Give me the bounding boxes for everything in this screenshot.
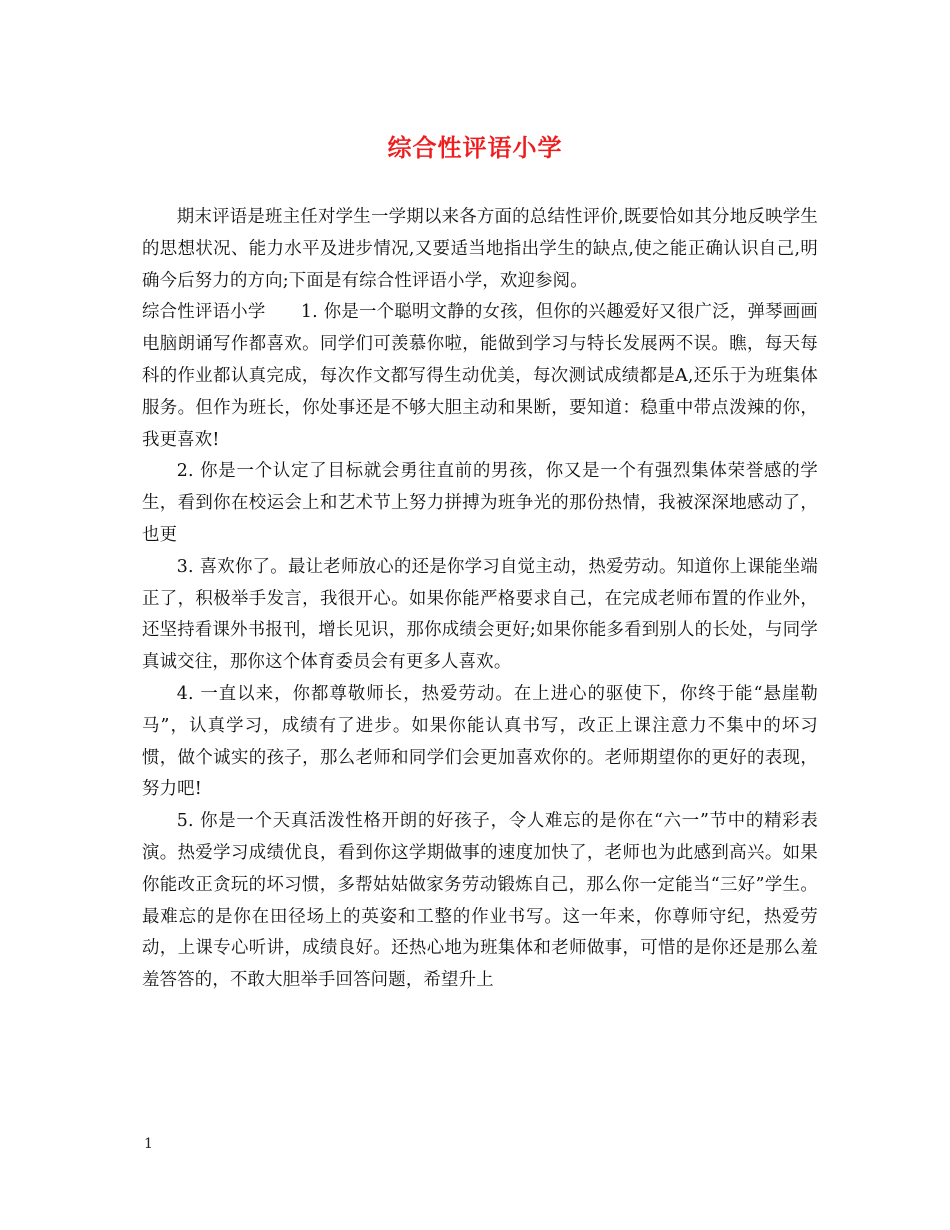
paragraph-comment-2: 2. 你是一个认定了目标就会勇往直前的男孩，你又是一个有强烈集体荣誉感的学生，看到你在校运会上和艺术节上努力拼搏为班争光的那份热情，我被深深地感动了，也更 [142,461,818,545]
paragraph-intro: 期末评语是班主任对学生一学期以来各方面的总结性评价,既要恰如其分地反映学生的思想状况、能力水平及进步情况,又要适当地指出学生的缺点,使之能正确认识自己,明确今后努力的方向;下面是有综合性评语小学，欢迎参阅。 [142,207,818,291]
document-body [142,202,818,997]
paragraph-comment-5: 5. 你是一个天真活泼性格开朗的好孩子，令人难忘的是你在“六一”节中的精彩表演。热爱学习成绩优良，看到你这学期做事的速度加快了，老师也为此感到高兴。如果你能改正贪玩的坏习惯，多帮姑姑做家务劳动锻炼自己，那么你一定能当“三好”学生。 最难忘的是你在田径场上的英姿和工整的作业书写。这一年来，你尊师守纪，热爱劳动，上课专心听讲，成绩良好。还热心地为班集体和老师做事，可惜的是你还是那么羞羞答答的，不敢大胆举手回答问题，希望升上 [142,811,818,991]
page-number: 1 [144,1136,153,1152]
paragraph-comment-4: 4. 一直以来，你都尊敬师长，热爱劳动。在上进心的驱使下，你终于能“悬崖勒马”，认真学习，成绩有了进步。如果你能认真书写，改正上课注意力不集中的坏习惯，做个诚实的孩子，那么老师和同学们会更加喜欢你的。老师期望你的更好的表现，努力吧! [142,683,818,800]
paragraph-comment-1: 综合性评语小学 1. 你是一个聪明文静的女孩，但你的兴趣爱好又很广泛，弹琴画画电脑朗诵写作都喜欢。同学们可羡慕你啦，能做到学习与特长发展两不误。瞧，每天每科的作业都认真完成，每次作文都写得生动优美，每次测试成绩都是A,还乐于为班集体服务。但作为班长，你处事还是不够大胆主动和果断，要知道：稳重中带点泼辣的你，我更喜欢! [142,302,818,450]
page-title: 综合性评语小学 [387,133,563,162]
paragraph-comment-3: 3. 喜欢你了。最让老师放心的还是你学习自觉主动，热爱劳动。知道你上课能坐端正了，积极举手发言，我很开心。如果你能严格要求自己，在完成老师布置的作业外，还坚持看课外书报刊，增长见识，那你成绩会更好;如果你能多看到别人的长处，与同学真诚交往，那你这个体育委员会有更多人喜欢。 [142,556,818,673]
